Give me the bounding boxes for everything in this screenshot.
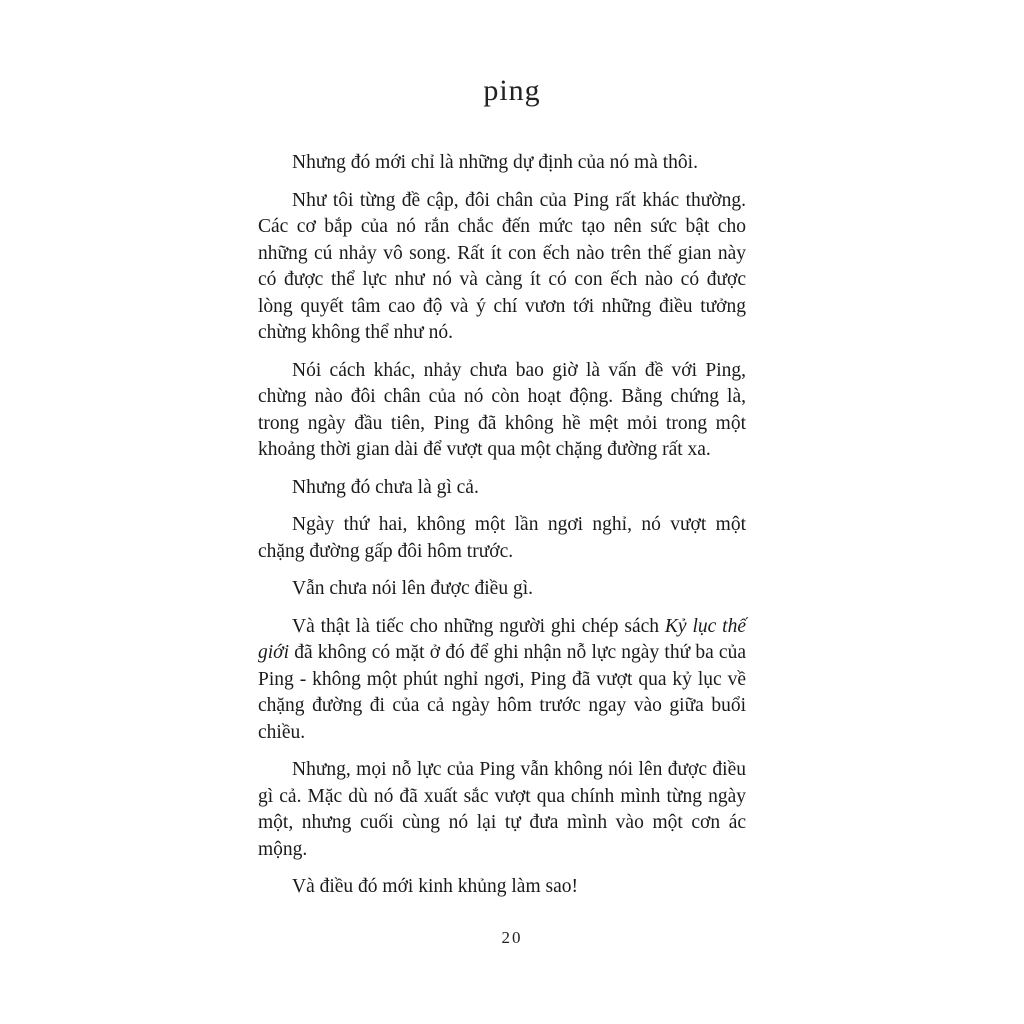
- running-head-title: ping: [483, 74, 541, 107]
- paragraph-2: Như tôi từng đề cập, đôi chân của Ping rất khác thường. Các cơ bắp của nó rắn chắc đến mức tạo nên sức bật cho những cú nhảy vô song. Rất ít con ếch nào trên thế gian này có được thể lực như nó và càng ít có con ếch nào có được lòng quyết tâm cao độ và ý chí vươn tới những điều tưởng chừng không thể như nó.: [258, 189, 746, 343]
- page-body: [258, 150, 746, 912]
- book-title-italic: Kỷ lục thế giới: [258, 615, 746, 663]
- paragraph-4: Nhưng đó chưa là gì cả.: [292, 476, 479, 498]
- paragraph-5: Ngày thứ hai, không một lần ngơi nghỉ, nó vượt một chặng đường gấp đôi hôm trước.: [258, 514, 746, 562]
- paragraph-3: Nói cách khác, nhảy chưa bao giờ là vấn đề với Ping, chừng nào đôi chân của nó còn hoạt động. Bằng chứng là, trong ngày đầu tiên, Ping đã không hề mệt mỏi trong một khoảng thời gian dài để vượt qua một chặng đường rất xa.: [258, 359, 746, 460]
- paragraph-7-rest: đã không có mặt ở đó để ghi nhận nỗ lực ngày thứ ba của Ping - không một phút nghỉ ngơi, Ping đã vượt qua kỷ lục về chặng đường đi của cả ngày hôm trước ngay vào giữa buổi chiều.: [258, 642, 746, 743]
- page-number: 20: [501, 928, 523, 947]
- paragraph-9: Và điều đó mới kinh khủng làm sao!: [292, 876, 578, 897]
- paragraph-8: Nhưng, mọi nỗ lực của Ping vẫn không nói lên được điều gì cả. Mặc dù nó đã xuất sắc vượt qua chính mình từng ngày một, nhưng cuối cùng nó lại tự đưa mình vào một cơn ác mộng.: [258, 759, 746, 860]
- paragraph-1: Nhưng đó mới chỉ là những dự định của nó mà thôi.: [292, 152, 698, 173]
- paragraph-6: Vẫn chưa nói lên được điều gì.: [292, 578, 534, 599]
- paragraph-7: [258, 614, 746, 747]
- paragraph-7-lead: Và thật là tiếc cho những người ghi chép sách: [292, 615, 665, 637]
